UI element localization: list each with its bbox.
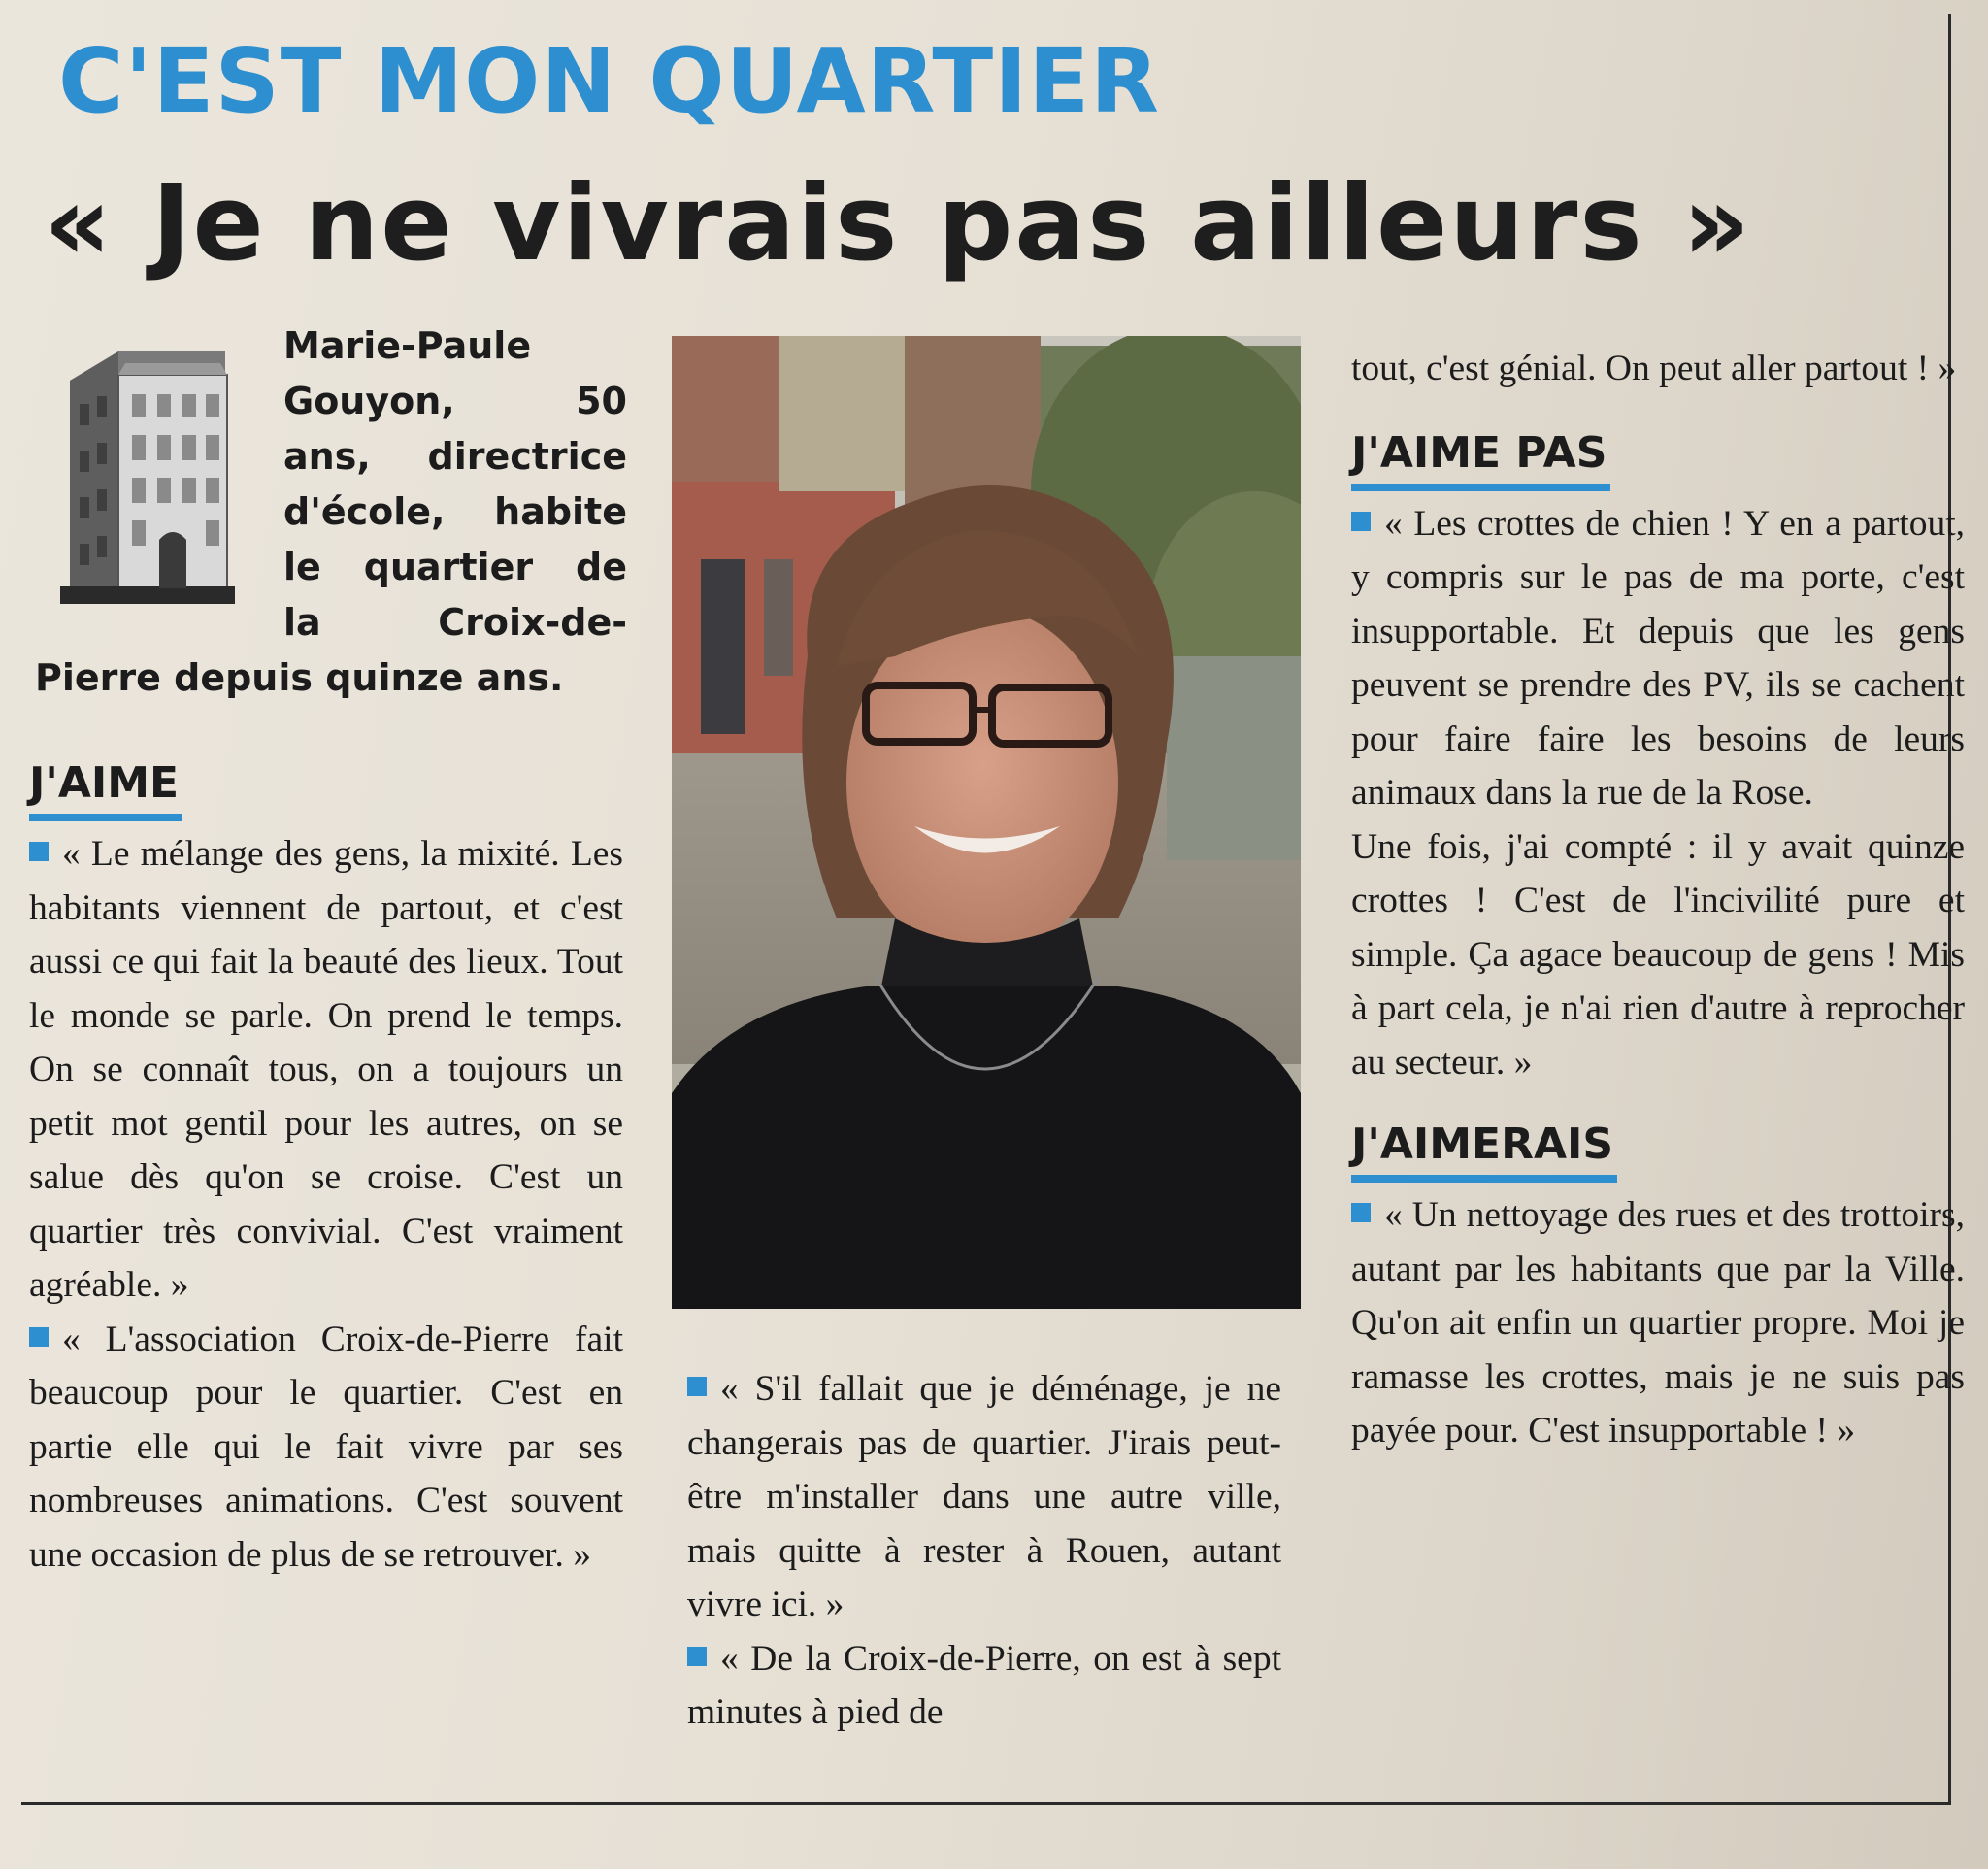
paragraph [687,1632,1281,1740]
section-heading-aime-pas: J'AIME PAS [1351,425,1610,491]
intro-line: Pierre depuis quinze ans. [35,656,564,699]
paragraph [1351,1188,1965,1458]
paragraph-text: « L'association Croix-de-Pierre fait beaucoup pour le quartier. C'est en partie elle qui le fait vivre par ses nombreuses animations. C'est souvent une occasion de plus de se retrouver. » [29,1318,623,1575]
paragraph-text: « Les crottes de chien ! Y en a partout, y compris sur le pas de ma porte, c'est insupportable. Et depuis que les gens peuvent se prendre des PV, ils se cachent pour faire faire les besoins de leurs animaux dans la rue de la Rose. [1351,503,1965,813]
intro-text [35,318,627,706]
section-heading-aime: J'AIME [29,755,182,821]
headline: « Je ne vivrais pas ailleurs » [44,163,1753,284]
intro-line: la Croix-de- [283,601,627,644]
paragraph-text: « S'il fallait que je déménage, je ne changerais pas de quartier. J'irais peut-être m'installer dans une autre ville, mais quitte à rester à Rouen, autant vivre ici. » [687,1369,1281,1624]
column-right [1351,342,1965,1458]
paragraph-text: « Le mélange des gens, la mixité. Les habitants viennent de partout, et c'est aussi ce qui fait la beauté des lieux. Tout le monde se parle. On prend le temps. On se connaît tous, on a toujours un petit mot gentil pour les autres, on se salue dès qu'on se croise. C'est un quartier très convivial. C'est vraiment agréable. » [29,834,623,1305]
column-left [29,746,623,1582]
intro-line: Marie-Paule [283,324,532,367]
paragraph [687,1362,1281,1632]
bullet-square-icon [29,1327,49,1347]
column-middle [687,1362,1281,1740]
intro-line: Gouyon, 50 [283,380,627,422]
bullet-square-icon [687,1647,707,1666]
paragraph [29,827,623,1313]
paragraph-continued: tout, c'est génial. On peut aller partout ! » [1351,349,1957,388]
bullet-square-icon [29,842,49,861]
paragraph-text: « Un nettoyage des rues et des trottoirs, autant par les habitants que par la Ville. Qu'on ait enfin un quartier propre. Moi je ramasse les crottes, mais je ne suis pas payée pour. C'est insupportable ! » [1351,1195,1965,1451]
bullet-square-icon [1351,512,1371,531]
paragraph: Une fois, j'ai compté : il y avait quinze crottes ! C'est de l'incivilité pure et simple. Ça agace beaucoup de gens ! Mis à part cela, je n'ai rien d'autre à reprocher au secteur. » [1351,826,1965,1083]
intro-line: le quartier de [283,546,627,588]
paragraph-text: « De la Croix-de-Pierre, on est à sept minutes à pied de [687,1638,1281,1732]
intro-line: ans, directrice [283,435,627,478]
intro-line: d'école, habite [283,490,627,533]
bullet-square-icon [1351,1203,1371,1222]
portrait-photo [672,336,1301,1309]
kicker: C'EST MON QUARTIER [58,29,1161,133]
bullet-square-icon [687,1377,707,1396]
paragraph [1351,497,1965,820]
paragraph [29,1313,623,1583]
section-heading-aimerais: J'AIMERAIS [1351,1117,1617,1183]
